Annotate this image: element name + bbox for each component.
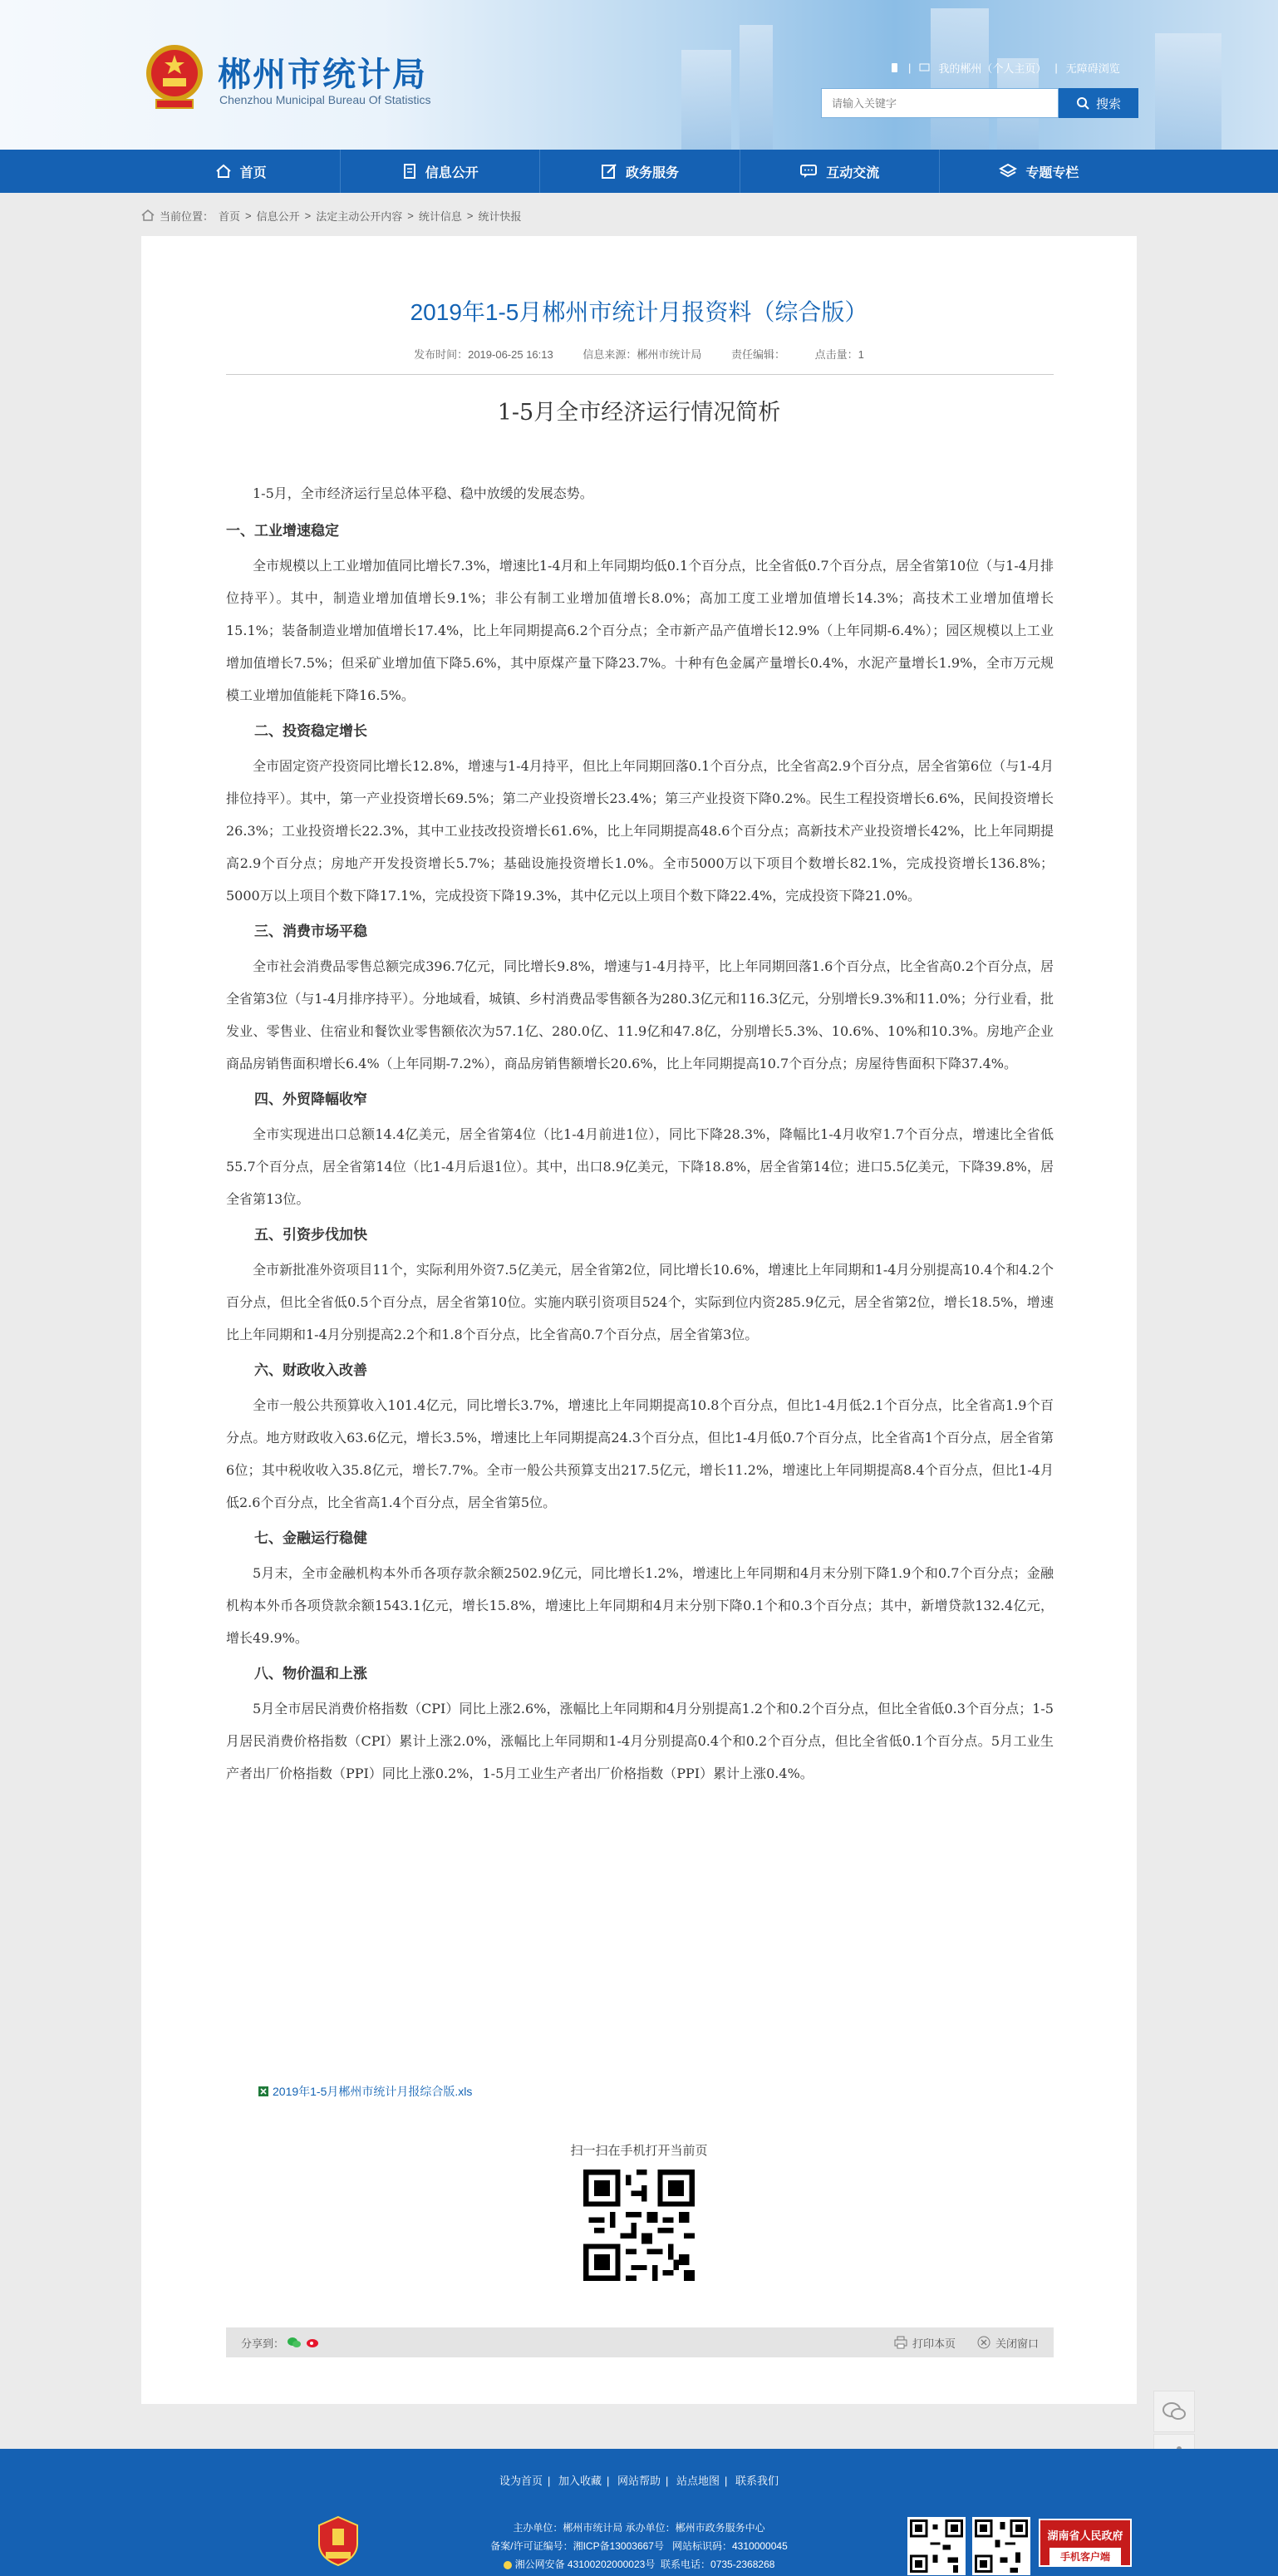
section-paragraph: 全市实现进出口总额14.4亿美元，居全省第4位（比1-4月前进1位），同比下降28.3%，降幅比1-4月收窄1.7个百分点，增速比全省低55.7个百分点，居全省第14位（比1-4月后退1位）。其中，出口8.9亿美元，下降18.8%，居全省第14位；进口5.5亿美元，下降39.8%，居全省第13位。 [226,1126,1054,1207]
accessibility-link[interactable]: 无障碍浏览 [1065,62,1120,75]
section-heading: 八、物价温和上涨 [254,1666,367,1682]
chat-icon [799,164,818,179]
footer-link-sitemap[interactable]: 站点地图 [676,2475,720,2487]
info-source: 信息来源：郴州市统计局 [582,348,702,361]
section-heading: 四、外贸降幅收窄 [254,1091,367,1108]
nav-item-label: 首页 [239,165,267,180]
search-input[interactable] [822,89,1058,117]
police-record[interactable]: 湘公网安备 43100202000023号 [514,2559,656,2570]
national-emblem-icon [143,42,206,113]
close-label: 关闭窗口 [995,2337,1039,2350]
click-count: 点击量：1 [814,348,864,361]
nav-item-label: 互动交流 [826,165,880,180]
wechat-icon [1162,2401,1186,2421]
section-paragraph: 全市规模以上工业增加值同比增长7.3%，增速比1-4月和上年同期均低0.1个百分点，比全省低0.7个百分点，居全省第10位（与1-4月排位持平）。其中，制造业增加值增长9.1%；非公有制工业增加值增长8.0%；高加工度工业增加值增长14.3%；高技术工业增加值增长15.1%；装备制造业增加值增长17.4%，比上年同期提高6.2个百分点；全市新产品产值增长12.9%（上年同期-6.4%）；园区规模以上工业增加值增长7.5%；但采矿业增加值下降5.6%，其中原煤产量下降23.7%。十种有色金属产量增长0.4%，水泥产量增长1.9%，全市万元规模工业增加值能耗下降16.5%。 [226,558,1054,703]
home-icon [215,164,232,179]
contact-phone: 联系电话：0735-2368268 [661,2559,775,2570]
site-code: 网站标识码：4310000045 [672,2540,788,2552]
share-label: 分享到： [241,2337,285,2350]
footer-links: 设为首页 | 加入收藏 | 网站帮助 | 站点地图 | 联系我们 [499,2475,779,2487]
site-subtitle: Chenzhou Municipal Bureau Of Statistics [219,93,431,106]
section-heading: 一、工业增速稳定 [226,523,339,539]
publish-time: 发布时间：2019-06-25 16:13 [414,348,553,361]
print-button[interactable] [894,2335,956,2351]
nav-item-home[interactable] [141,150,341,193]
home-icon [141,209,155,221]
attachment-filename: 2019年1-5月郴州市统计月报综合版.xls [273,2085,473,2098]
header-decoration [931,8,989,150]
header-decoration [1155,33,1221,150]
article-body [226,477,1054,1790]
gov-badge-line1: 湖南省人民政府 [1047,2529,1123,2542]
nav-item-label: 信息公开 [425,165,479,180]
section-paragraph: 全市社会消费品零售总额完成396.7亿元，同比增长9.8%，增速与1-4月持平，比上年同期回落1.6个百分点，比全省高0.2个百分点，居全省第3位（与1-4月排序持平）。分地域看，城镇、乡村消费品零售额各为280.3亿元和116.3亿元，分别增长9.3%和11.0%；分行业看，批发业、零售业、住宿业和餐饮业零售额依次为57.1亿、280.0亿、11.9亿和47.8亿，分别增长5.3%、10.6%、10%和10.3%。房地产企业商品房销售面积增长6.4%（上年同期-7.2%），商品房销售额增长20.6%，比上年同期提高10.7个百分点；房屋待售面积下降37.4%。 [226,958,1054,1071]
breadcrumb-home[interactable]: 首页 [219,209,241,223]
qr-code-icon [583,2170,695,2281]
gov-badge-line2: 手机客户端 [1049,2548,1121,2565]
top-links: | 我的郴州（个人主页） | 无障碍浏览 [889,60,1120,76]
nav-item-special-topics[interactable] [940,150,1138,193]
section-paragraph: 全市新批准外资项目11个，实际利用外资7.5亿美元，居全省第2位，同比增长10.6%，增速比上年同期和1-4月分别提高10.4个和4.2个百分点，但比全省低0.5个百分点，居全省第10位。实施内联引资项目524个，实际到位内资285.9亿元，居全省第2位，增长18.5%，增速比上年同期和1-4月分别提高2.2个和1.8个百分点，比全省高0.7个百分点，居全省第3位。 [226,1262,1054,1342]
article-lead: 1-5月，全市经济运行呈总体平稳、稳中放缓的发展态势。 [253,485,593,501]
article-panel [141,236,1137,2404]
nav-item-label: 政务服务 [626,165,680,180]
article-subtitle: 1-5月全市经济运行情况简析 [497,400,781,426]
wechat-share-icon[interactable] [288,2337,301,2348]
layers-icon [999,163,1017,180]
main-nav [0,150,1278,193]
site-footer [0,2449,1278,2576]
section-heading: 六、财政收入改善 [254,1362,367,1379]
qr-label: 扫一扫在手机打开当前页 [570,2144,708,2158]
wechat-float-button[interactable] [1153,2391,1195,2432]
footer-qr-code-icon [972,2517,1030,2575]
section-heading: 五、引资步伐加快 [254,1227,367,1244]
breadcrumb-prefix: 当前位置： [160,209,214,223]
footer-link-help[interactable]: 网站帮助 [617,2475,661,2487]
footer-qr-code-icon [907,2517,966,2575]
breadcrumb-separator: > [407,209,414,222]
search-icon [1076,96,1089,110]
share-bar [226,2327,1054,2357]
breadcrumb-separator: > [466,209,474,222]
article-title: 2019年1-5月郴州市统计月报资料（综合版） [410,299,868,325]
search-box [821,88,1059,118]
section-paragraph: 5月全市居民消费价格指数（CPI）同比上涨2.6%，涨幅比上年同期和4月分别提高1.2个和0.2个百分点，但比全省低0.3个百分点；1-5月居民消费价格指数（CPI）累计上涨2.0%，涨幅比上年同期和1-4月分别提高0.4个和0.2个百分点，但比全省低0.1个百分点。5月工业生产者出厂价格指数（PPI）同比上涨0.2%，1-5月工业生产者出厂价格指数（PPI）累计上涨0.4%。 [226,1701,1054,1781]
weibo-share-icon[interactable] [306,2337,319,2348]
header-decoration [740,25,773,150]
edit-icon [601,163,617,180]
section-paragraph: 全市固定资产投资同比增长12.8%，增速与1-4月持平，但比上年同期回落0.1个百分点，比全省高2.9个百分点，居全省第6位（与1-4月排位持平）。其中，第一产业投资增长69.5%；第二产业投资增长23.4%；第三产业投资下降0.2%。民生工程投资增长6.6%，民间投资增长26.3%；工业投资增长22.3%，其中工业技改投资增长61.6%，比上年同期提高48.6个百分点；高新技术产业投资增长42%，比上年同期提高2.9个百分点；房地产开发投资增长5.7%；基础设施投资增长1.0%。全市5000万以下项目个数增长82.1%，完成投资增长136.8%；5000万以上项目个数下降17.1%，完成投资下降19.3%，其中亿元以上项目个数下降22.4%，完成投资下降21.0%。 [226,758,1054,904]
header-decoration [681,50,731,150]
attachment-link[interactable] [258,2083,472,2100]
nav-item-info-disclosure[interactable] [341,150,540,193]
footer-link-contact[interactable]: 联系我们 [735,2475,779,2487]
section-paragraph: 5月末，全市金融机构本外币各项存款余额2502.9亿元，同比增长1.2%，增速比上年同期和4月末分别下降1.9个和0.7个百分点；金融机构本外币各项贷款余额1543.1亿元，增长15.8%，增速比上年同期和4月末分别下降0.1个和0.3个百分点；其中，新增贷款132.4亿元，增长49.9%。 [226,1565,1054,1646]
search-button-label: 搜索 [1095,96,1121,111]
search-button[interactable] [1059,88,1138,118]
footer-link-set-homepage[interactable]: 设为首页 [499,2475,543,2487]
title-divider [226,374,1054,375]
responsible-editor: 责任编辑： [731,348,786,361]
close-window-button[interactable] [977,2335,1039,2351]
site-title[interactable]: 郴州市统计局 [218,56,427,94]
section-heading: 七、金融运行稳健 [254,1530,367,1547]
excel-file-icon [258,2086,269,2097]
my-chenzhou-link[interactable]: 我的郴州（个人主页） [938,62,1047,75]
registration-prefix: 备案/许可证编号： [490,2540,573,2552]
section-heading: 二、投资稳定增长 [254,723,367,740]
document-icon [402,163,417,180]
footer-organizer: 主办单位：郴州市统计局 承办单位：郴州市政务服务中心 [513,2522,765,2534]
section-heading: 三、消费市场平稳 [254,924,367,940]
breadcrumb-separator: > [245,209,252,222]
breadcrumb-separator: > [304,209,312,222]
printer-icon [894,2336,907,2349]
breadcrumb-mandatory-disclosure[interactable]: 法定主动公开内容 [316,209,403,223]
icp-number[interactable]: 湘ICP备13003667号 [573,2540,664,2552]
nav-item-interaction[interactable] [740,150,940,193]
site-header [0,0,1278,150]
breadcrumb-info-disclosure[interactable]: 信息公开 [256,209,300,223]
footer-link-add-favorite[interactable]: 加入收藏 [558,2475,602,2487]
breadcrumb-statistics-info[interactable]: 统计信息 [418,209,462,223]
mobile-icon[interactable] [889,62,900,73]
print-label: 打印本页 [912,2337,956,2350]
hunan-gov-app-badge[interactable] [1039,2519,1132,2567]
user-icon [919,62,930,73]
police-badge-icon [504,2561,512,2569]
nav-item-gov-services[interactable] [540,150,740,193]
close-icon [977,2336,990,2349]
nav-item-label: 专题专栏 [1025,165,1079,180]
breadcrumb-statistics-bulletin[interactable]: 统计快报 [478,209,522,223]
article-meta [141,346,1137,362]
breadcrumb [141,204,521,226]
section-paragraph: 全市一般公共预算收入101.4亿元，同比增长3.7%，增速比上年同期提高10.8个百分点，但比1-4月低2.1个百分点，比全省高1.9个百分点。地方财政收入63.6亿元，增长3.5%，增速比上年同期提高24.3个百分点，但比1-4月低0.7个百分点，比全省高1个百分点，居全省第6位；其中税收收入35.8亿元，增长7.7%。全市一般公共预算支出217.5亿元，增长11.2%，增速比上年同期提高8.4个百分点，但比1-4月低2.6个百分点，比全省高1.4个百分点，居全省第5位。 [226,1397,1054,1510]
